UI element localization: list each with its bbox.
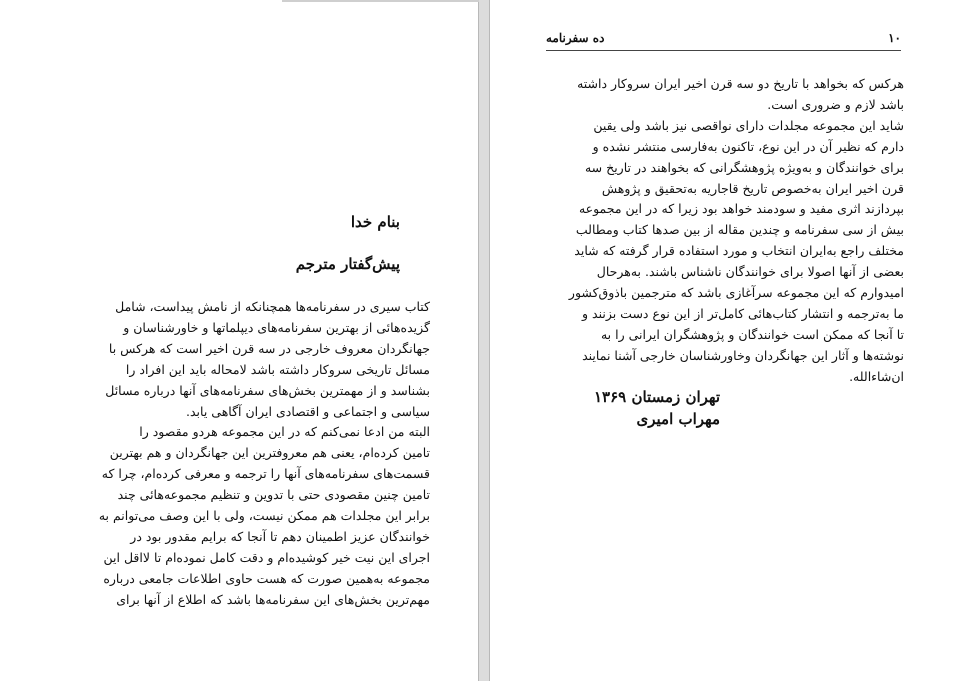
text-line: ان‌شاءالله.: [849, 368, 904, 384]
text-line: بشناسد و از مهمترین بخش‌های سفرنامه‌های آنها درباره مسائل: [105, 382, 430, 398]
text-line: قرن اخیر ایران به‌خصوص تاریخ قاجاریه به‌تحقیق و پژوهش: [601, 180, 904, 196]
text-line: خوانندگان عزیز اطمینان دهم تا آنجا که برایم مقدور بود در: [130, 528, 430, 544]
page-title: بنام خدا: [350, 213, 400, 231]
left-body-text: [62, 297, 430, 611]
section-heading: پیش‌گفتار مترجم: [295, 255, 400, 273]
text-line: قسمت‌های سفرنامه‌های آنها را ترجمه و معرفی کرده‌ام، چرا که: [101, 466, 430, 482]
text-line: هرکس که بخواهد با تاریخ دو سه قرن اخیر ایران سروکار داشته: [577, 76, 904, 91]
text-line: باشد لازم و ضروری است.: [767, 96, 904, 112]
signature-name: مهراب امیری: [636, 410, 720, 428]
text-line: تامین کرده‌ام، یعنی هم معروفترین این جهانگردان و هم بهترین: [109, 445, 430, 461]
text-line: ما به‌ترجمه و انتشار کتاب‌هائی کامل‌تر از این نوع دست بزنند و: [582, 305, 904, 321]
text-line: اجرای این نیت خیر کوشیده‌ام و دقت کامل نموده‌ام تا لااقل این: [103, 549, 430, 565]
text-line: کتاب سیری در سفرنامه‌ها همچنانکه از نامش پیداست، شامل: [115, 299, 430, 314]
book-title: ده سفرنامه: [546, 31, 605, 45]
left-page: [0, 0, 479, 681]
running-header: [546, 28, 901, 51]
page-number: ۱۰: [888, 31, 901, 45]
text-line: البته من ادعا نمی‌کنم که در این مجموعه هردو مقصود را: [139, 424, 430, 440]
text-line: برای خوانندگان و به‌ویژه پژوهشگرانی که بخواهند در تاریخ سه: [584, 159, 904, 175]
text-line: بعضی از آنها اصولا برای خوانندگان ناشناس باشند. به‌هرحال: [596, 264, 904, 280]
text-line: بیش از سی سفرنامه و چندین مقاله از بین صدها کتاب ومطالب: [575, 222, 904, 238]
text-line: مجموعه به‌همین صورت که هست حاوی اطلاعات جامعی درباره: [103, 570, 430, 586]
right-page: [489, 0, 973, 681]
text-line: بپردازند اثری مفید و سودمند خواهد بود زیرا که در این مجموعه: [578, 201, 904, 217]
text-line: مختلف راجع به‌ایران انتخاب و مورد استفاده قرار گرفته که شاید: [574, 243, 904, 259]
page-edge-rule: [282, 0, 479, 2]
text-line: تا آنجا که ممکن است خوانندگان و پژوهشگران ایرانی را به: [600, 326, 904, 342]
text-line: جهانگردان معروف خارجی در سه قرن اخیر است که هرکس با: [108, 340, 430, 356]
text-line: سیاسی و اجتماعی و اقتصادی ایران آگاهی یابد.: [186, 403, 430, 419]
text-line: گزیده‌هائی از بهترین سفرنامه‌های دیپلماتها و خاورشناسان و: [123, 319, 430, 335]
signature-place-date: تهران زمستان ۱۳۶۹: [594, 388, 720, 406]
text-line: مهم‌ترین بخش‌های این سفرنامه‌ها باشد که اطلاع از آنها برای: [116, 591, 430, 607]
text-line: نوشته‌ها و آثار این جهانگردان وخاورشناسان خارجی آشنا نمایند: [582, 347, 904, 363]
text-line: مسائل تاریخی سروکار داشته باشد لامحاله باید این افراد را: [125, 361, 430, 377]
text-line: امیدوارم که این مجموعه سرآغازی باشد که مترجمین باذوق‌کشور: [568, 285, 904, 301]
translator-signature: [550, 386, 720, 430]
text-line: دارم که نظیر آن در این نوع، تاکنون به‌فارسی منتشر نشده و: [592, 138, 904, 154]
right-body-text: [550, 74, 904, 388]
text-line: شاید این مجموعه مجلدات دارای نواقصی نیز باشد ولی یقین: [593, 117, 904, 133]
text-line: برابر این مجلدات هم ممکن نیست، ولی با این وصف می‌توانم به: [98, 508, 430, 524]
text-line: تامین چنین مقصودی حتی با تدوین و تنظیم مجموعه‌هائی چند: [117, 487, 430, 503]
